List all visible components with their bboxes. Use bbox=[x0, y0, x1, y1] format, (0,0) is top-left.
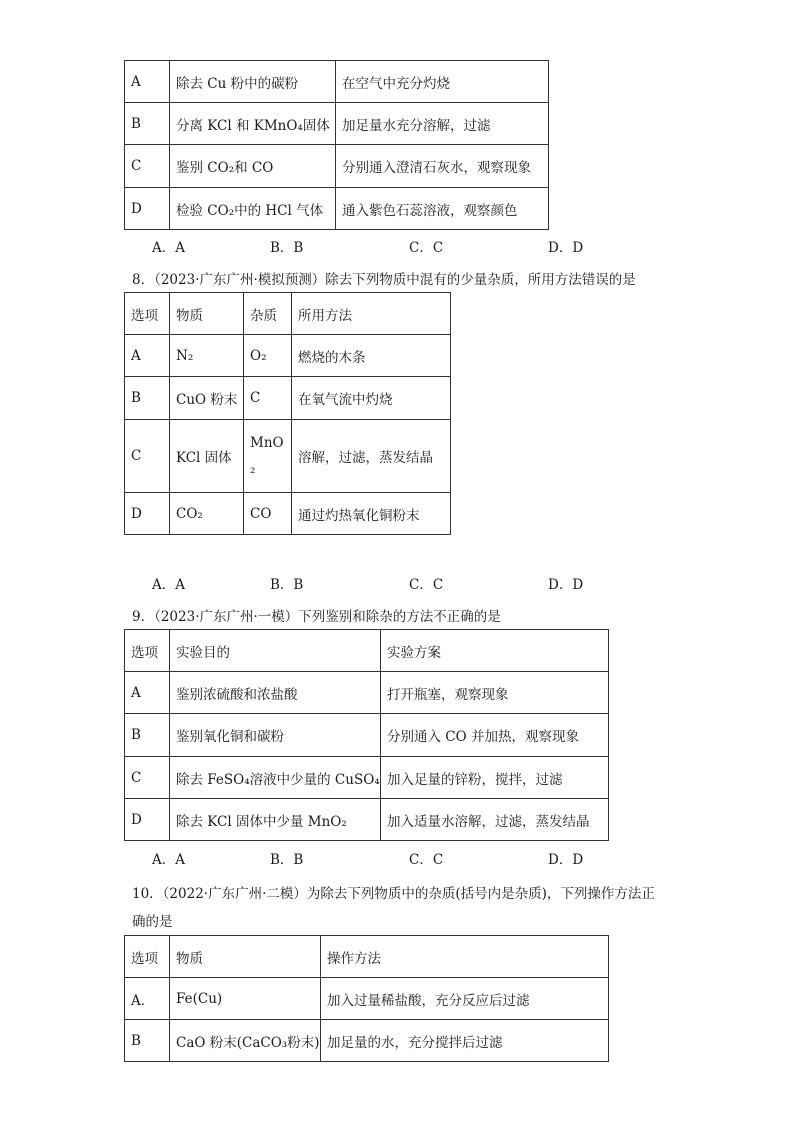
header-option: 选项 bbox=[125, 293, 170, 335]
table-row bbox=[125, 799, 609, 841]
option-a[interactable]: A．A bbox=[152, 577, 185, 593]
row-label: B bbox=[125, 1020, 170, 1062]
table-row bbox=[125, 188, 549, 230]
table-row bbox=[125, 672, 609, 714]
header-option: 选项 bbox=[125, 936, 170, 978]
cell-item: 检验 CO₂中的 HCl 气体 bbox=[170, 188, 336, 230]
row-label: D bbox=[125, 188, 170, 230]
table-row bbox=[125, 714, 609, 757]
cell-substance: CaO 粉末(CaCO₃粉末) bbox=[170, 1020, 321, 1062]
header-option: 选项 bbox=[125, 630, 170, 672]
q9-table bbox=[124, 629, 609, 841]
option-b[interactable]: B．B bbox=[270, 240, 304, 256]
table-row bbox=[125, 335, 451, 377]
option-b[interactable]: B．B bbox=[270, 577, 304, 593]
cell-method: 溶解，过滤，蒸发结晶 bbox=[292, 420, 451, 493]
cell-item: 分离 KCl 和 KMnO₄固体 bbox=[170, 103, 336, 145]
cell-impurity: C bbox=[244, 377, 292, 420]
header-method: 操作方法 bbox=[321, 936, 609, 978]
row-label: A bbox=[125, 335, 170, 377]
table-header-row bbox=[125, 936, 609, 978]
row-label: D bbox=[125, 799, 170, 841]
row-label: C bbox=[125, 420, 170, 493]
table-row bbox=[125, 757, 609, 799]
row-label: B bbox=[125, 103, 170, 145]
cell-substance: Fe(Cu) bbox=[170, 978, 321, 1020]
table-row bbox=[125, 61, 549, 103]
cell-method: 通入紫色石蕊溶液，观察颜色 bbox=[336, 188, 549, 230]
cell-method: 加足量的水，充分搅拌后过滤 bbox=[321, 1020, 609, 1062]
cell-impurity: MnO₂ bbox=[244, 420, 292, 493]
table-row bbox=[125, 103, 549, 145]
table-header-row bbox=[125, 630, 609, 672]
q9-stem: 9．（2023·广东广州·一模）下列鉴别和除杂的方法不正确的是 bbox=[132, 609, 501, 625]
cell-impurity: CO bbox=[244, 493, 292, 535]
q8-options bbox=[152, 573, 612, 593]
option-c[interactable]: C．C bbox=[409, 240, 444, 256]
option-d[interactable]: D．D bbox=[548, 240, 584, 256]
header-plan: 实验方案 bbox=[381, 630, 609, 672]
row-label: C bbox=[125, 757, 170, 799]
cell-method: 加入过量稀盐酸，充分反应后过滤 bbox=[321, 978, 609, 1020]
cell-substance: CuO 粉末 bbox=[170, 377, 244, 420]
cell-purpose: 除去 KCl 固体中少量 MnO₂ bbox=[170, 799, 381, 841]
q10-stem-line1: 10．（2022·广东广州·二模）为除去下列物质中的杂质(括号内是杂质)，下列操作方法正 bbox=[132, 886, 655, 902]
cell-method: 在空气中充分灼烧 bbox=[336, 61, 549, 103]
option-c[interactable]: C．C bbox=[409, 852, 444, 868]
option-b[interactable]: B．B bbox=[270, 852, 304, 868]
q10-stem-line2: 确的是 bbox=[132, 914, 173, 930]
row-label: C bbox=[125, 145, 170, 188]
cell-plan: 加入足量的锌粉，搅拌，过滤 bbox=[381, 757, 609, 799]
table-row bbox=[125, 978, 609, 1020]
row-label: A． bbox=[125, 978, 170, 1020]
cell-method: 燃烧的木条 bbox=[292, 335, 451, 377]
table-row bbox=[125, 145, 549, 188]
table-row bbox=[125, 377, 451, 420]
cell-plan: 打开瓶塞，观察现象 bbox=[381, 672, 609, 714]
header-method: 所用方法 bbox=[292, 293, 451, 335]
row-label: A bbox=[125, 61, 170, 103]
cell-purpose: 鉴别氧化铜和碳粉 bbox=[170, 714, 381, 757]
table-row bbox=[125, 1020, 609, 1062]
header-substance: 物质 bbox=[170, 936, 321, 978]
q8-table bbox=[124, 292, 451, 535]
row-label: B bbox=[125, 714, 170, 757]
header-impurity: 杂质 bbox=[244, 293, 292, 335]
option-d[interactable]: D．D bbox=[548, 852, 584, 868]
cell-purpose: 鉴别浓硫酸和浓盐酸 bbox=[170, 672, 381, 714]
table-row bbox=[125, 493, 451, 535]
option-a[interactable]: A．A bbox=[152, 852, 185, 868]
cell-method: 通过灼热氧化铜粉末 bbox=[292, 493, 451, 535]
cell-item: 除去 Cu 粉中的碳粉 bbox=[170, 61, 336, 103]
cell-method: 分别通入澄清石灰水，观察现象 bbox=[336, 145, 549, 188]
row-label: D bbox=[125, 493, 170, 535]
cell-purpose: 除去 FeSO₄溶液中少量的 CuSO₄ bbox=[170, 757, 381, 799]
cell-substance: CO₂ bbox=[170, 493, 244, 535]
row-label: A bbox=[125, 672, 170, 714]
cell-plan: 加入适量水溶解，过滤，蒸发结晶 bbox=[381, 799, 609, 841]
q10-table bbox=[124, 935, 609, 1062]
cell-impurity: O₂ bbox=[244, 335, 292, 377]
cell-method: 在氧气流中灼烧 bbox=[292, 377, 451, 420]
cell-plan: 分别通入 CO 并加热，观察现象 bbox=[381, 714, 609, 757]
cell-substance: KCl 固体 bbox=[170, 420, 244, 493]
q7-table bbox=[124, 60, 549, 230]
header-substance: 物质 bbox=[170, 293, 244, 335]
option-a[interactable]: A．A bbox=[152, 240, 185, 256]
header-purpose: 实验目的 bbox=[170, 630, 381, 672]
option-d[interactable]: D．D bbox=[548, 577, 584, 593]
table-header-row bbox=[125, 293, 451, 335]
q9-options bbox=[152, 848, 612, 868]
q7-options bbox=[152, 236, 612, 256]
option-c[interactable]: C．C bbox=[409, 577, 444, 593]
cell-item: 鉴别 CO₂和 CO bbox=[170, 145, 336, 188]
cell-substance: N₂ bbox=[170, 335, 244, 377]
row-label: B bbox=[125, 377, 170, 420]
q8-stem: 8．（2023·广东广州·模拟预测）除去下列物质中混有的少量杂质，所用方法错误的是 bbox=[132, 272, 636, 288]
table-row bbox=[125, 420, 451, 493]
cell-method: 加足量水充分溶解，过滤 bbox=[336, 103, 549, 145]
